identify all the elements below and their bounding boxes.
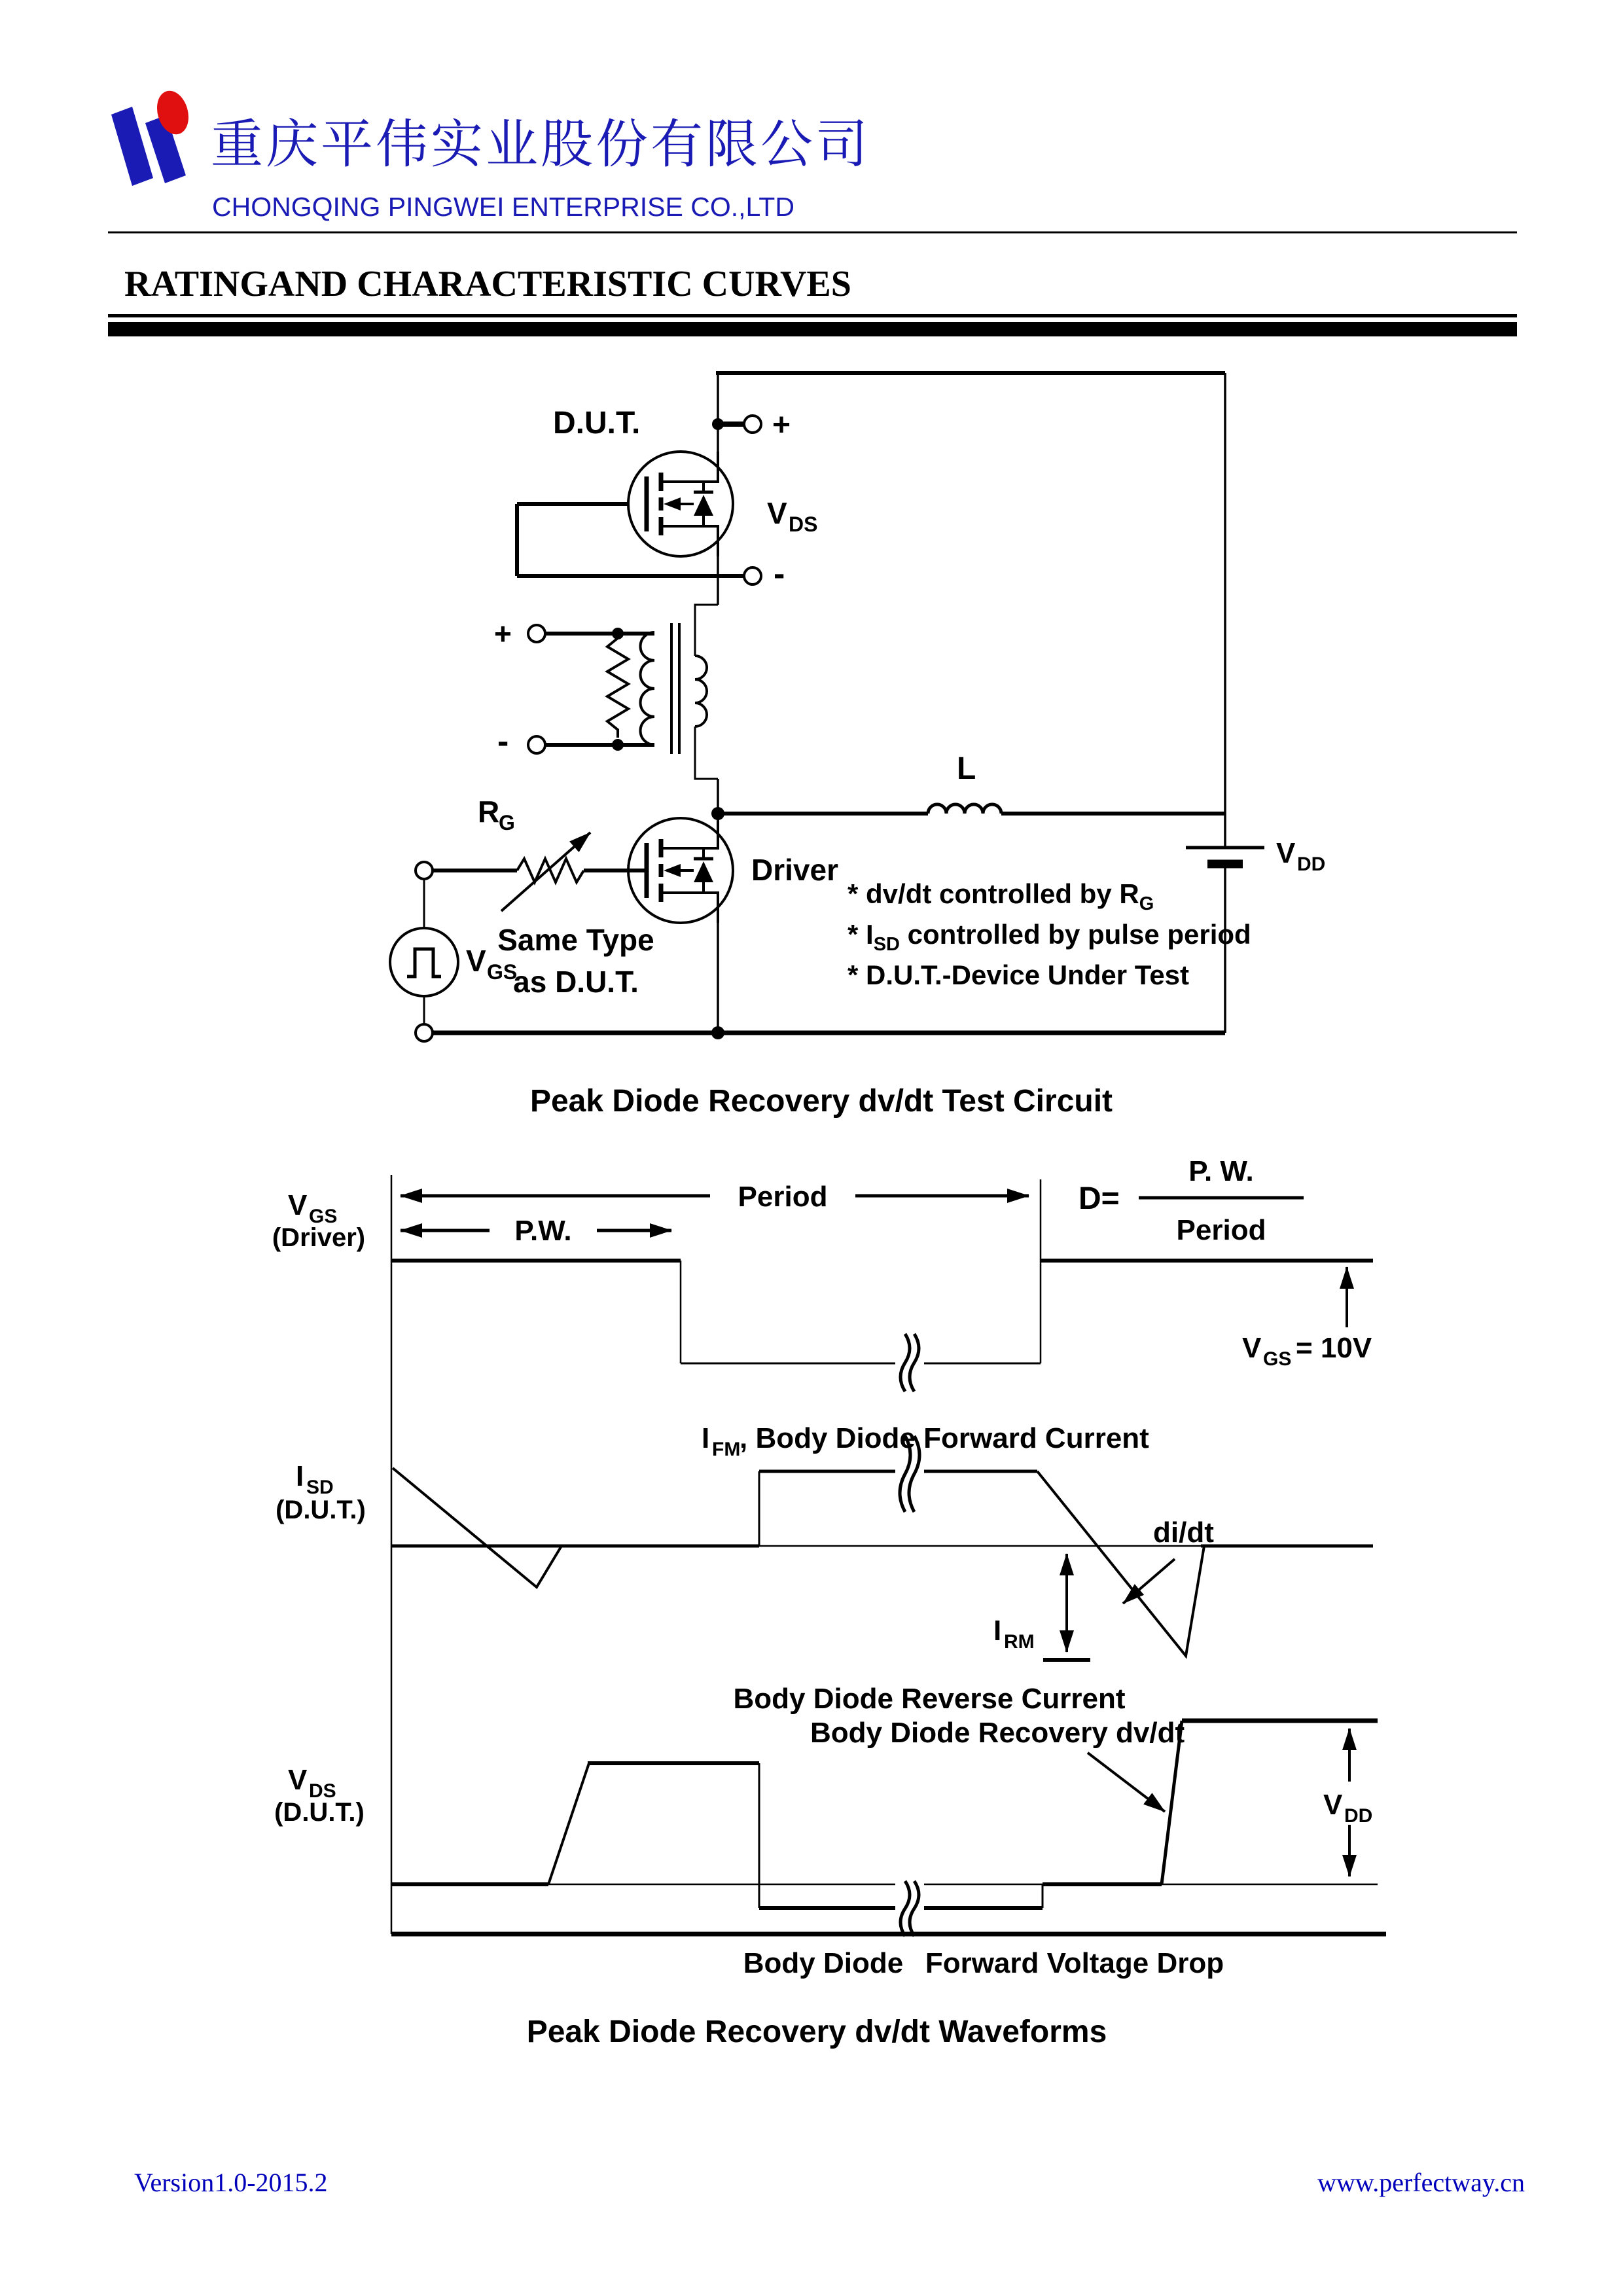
primary-plus-label: + — [494, 617, 512, 651]
period-label: Period — [738, 1181, 828, 1213]
didt-label: di/dt — [1153, 1516, 1214, 1549]
body-diode-label: Body Diode — [743, 1947, 904, 1979]
isd-axis-sub: SD — [306, 1477, 334, 1498]
company-name-cn: 重庆平伟实业股份有限公司 — [211, 115, 870, 173]
driver-mosfet-symbol — [497, 818, 838, 999]
company-name-en: CHONGQING PINGWEI ENTERPRISE CO.,LTD — [212, 192, 794, 222]
vds-axis-sub: DS — [309, 1780, 336, 1802]
vdd-battery-symbol — [1186, 837, 1325, 875]
waveform-caption: Peak Diode Recovery dv/dt Waveforms — [526, 2015, 1107, 2049]
vdd-label-sub: DD — [1297, 853, 1326, 875]
same-type-line2: as D.U.T. — [513, 965, 639, 999]
ifm-label-sub: FM — [712, 1439, 741, 1460]
transformer-primary-coil — [641, 632, 655, 745]
rg-label-sub: G — [499, 811, 515, 834]
pw-label: P.W. — [514, 1215, 572, 1247]
note-line-1: * dv/dt controlled by $R_G$ — [847, 878, 1154, 914]
duty-numerator: P. W. — [1188, 1155, 1254, 1187]
page-title: RATINGAND CHARACTERISTIC CURVES — [124, 264, 851, 304]
transformer-block — [494, 605, 718, 779]
primary-minus-label: - — [497, 723, 509, 761]
primary-plus-terminal-icon — [528, 625, 545, 642]
vdd-level-sub: DD — [1344, 1805, 1373, 1827]
isd-axis-main: I — [296, 1460, 304, 1492]
vds-axis-line2: (D.U.T.) — [274, 1798, 365, 1827]
circuit-caption: Peak Diode Recovery dv/dt Test Circuit — [529, 1084, 1113, 1119]
footer-version: Version1.0-2015.2 — [134, 2168, 328, 2197]
duty-denominator: Period — [1176, 1214, 1266, 1246]
circuit-notes — [847, 878, 1251, 990]
recovery-label: Body Diode Recovery dv/dt — [810, 1717, 1185, 1749]
reverse-current-label: Body Diode Reverse Current — [733, 1683, 1126, 1715]
vgs-pulse-source-icon — [390, 928, 458, 996]
vgs-axis-main: V — [288, 1189, 308, 1221]
title-rule-thick — [108, 322, 1517, 336]
vgs-axis-line2: (Driver) — [272, 1223, 366, 1252]
footer-website-link[interactable]: www.perfectway.cn — [1317, 2168, 1525, 2197]
vdd-label-main: V — [1276, 837, 1296, 869]
title-rule-thin — [108, 314, 1517, 317]
recovery-pointer-arrow — [1088, 1753, 1165, 1812]
note-line-2: * $I_{SD}$ controlled by pulse period — [847, 919, 1251, 955]
ifm-label-main: I — [702, 1422, 710, 1454]
irm-label-sub: RM — [1004, 1631, 1035, 1653]
vds-axis-main: V — [288, 1764, 308, 1796]
page-footer — [134, 2168, 1525, 2197]
primary-minus-terminal-icon — [528, 736, 545, 753]
vds-label-sub: DS — [789, 512, 818, 536]
vds-label-main: V — [767, 496, 787, 530]
didt-pointer-arrow — [1123, 1559, 1175, 1604]
isd-axis-line2: (D.U.T.) — [276, 1496, 366, 1524]
test-circuit-diagram — [390, 373, 1325, 1119]
minus-terminal-label: - — [774, 555, 785, 593]
vgs-driver-trace — [272, 1155, 1383, 1395]
plus-terminal-icon — [744, 416, 761, 433]
minus-terminal-icon — [744, 567, 761, 584]
vgs-level-value: = 10V — [1296, 1332, 1372, 1364]
ground-node-dot — [711, 1026, 724, 1039]
irm-label-main: I — [993, 1615, 1002, 1647]
isd-trace — [276, 1422, 1373, 1715]
vgs-source-label-main: V — [466, 944, 486, 978]
waveform-diagram — [272, 1155, 1393, 2049]
page-header — [108, 87, 1517, 336]
inductor-label: L — [957, 751, 976, 786]
vdd-level-main: V — [1323, 1789, 1343, 1821]
same-type-line1: Same Type — [497, 923, 654, 957]
gate-drive-network — [390, 795, 647, 1041]
plus-terminal-label: + — [772, 408, 791, 442]
vds-trace — [274, 1717, 1393, 1979]
forward-drop-label: Forward Voltage Drop — [925, 1947, 1224, 1979]
vgs-source-label-sub: GS — [487, 960, 518, 984]
inductor-symbol — [928, 751, 1001, 814]
ground-terminal-icon — [416, 1024, 433, 1041]
note-line-3: * D.U.T.-Device Under Test — [847, 960, 1190, 990]
rg-resistor-symbol — [517, 859, 584, 882]
resistor-symbol — [607, 638, 628, 738]
company-logo-icon — [111, 87, 193, 186]
vgs-axis-sub: GS — [309, 1206, 338, 1227]
dut-label: D.U.T. — [553, 406, 641, 440]
driver-label: Driver — [751, 853, 838, 887]
vgs-level-main: V — [1242, 1332, 1262, 1364]
duty-lhs: D= — [1079, 1181, 1120, 1216]
vgs-level-sub: GS — [1263, 1348, 1292, 1370]
duty-cycle-formula — [1079, 1155, 1304, 1246]
transformer-secondary-coil — [695, 656, 707, 726]
ifm-label-text: , Body Diode Forward Current — [740, 1422, 1149, 1454]
rg-label-main: R — [478, 795, 500, 829]
gate-input-terminal-icon — [416, 862, 433, 879]
